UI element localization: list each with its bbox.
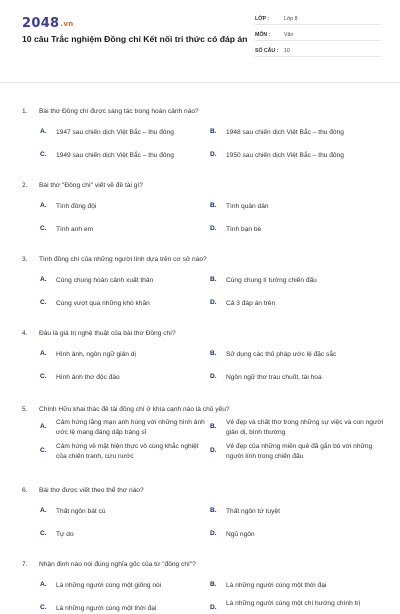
answer-letter: A.: [40, 350, 47, 357]
meta-value: Văn: [284, 32, 294, 38]
question-text: [22, 108, 199, 115]
answer-text: Tình quân dân: [226, 203, 269, 210]
question-text: [22, 487, 144, 494]
answer-letter: A.: [40, 423, 47, 430]
question-4: [0, 306, 400, 380]
question-prompt: Bài thơ được viết theo thể thơ nào?: [39, 487, 144, 494]
answer-letter: B.: [210, 423, 217, 430]
answer-text: Vẻ đẹp và chất thơ trong những sự việc và con người giản dị, bình thường: [226, 419, 384, 436]
question-6: [0, 463, 400, 537]
header-divider: [0, 82, 400, 83]
question-prompt: Bài thơ Đồng chí được sáng tác trong hoàn cảnh nào?: [39, 108, 199, 115]
answer-text: Cả 3 đáp án trên: [226, 300, 276, 307]
answer-letter: B.: [210, 128, 217, 135]
document-header: [0, 0, 400, 82]
answer-letter: A.: [40, 276, 47, 283]
question-5: [0, 380, 400, 463]
answer-text: 1948 sau chiến dịch Việt Bắc – thu đông: [226, 129, 344, 136]
answer-text: Sử dụng các thủ pháp ước lệ đặc sắc: [226, 351, 337, 358]
meta-row-class: [255, 12, 380, 25]
answer-text: 1950 sau chiến dịch Việt Bắc – thu đông: [226, 152, 344, 159]
answer-letter: B.: [210, 350, 217, 357]
answer-letter: A.: [40, 202, 47, 209]
answer-text: Cảm hứng về mặt hiện thực vô cùng khắc nghiệt của chiến tranh, cứu nước: [56, 443, 199, 460]
answer-text: Tình đồng đội: [56, 203, 97, 210]
question-1: [0, 84, 400, 158]
answer-text: Thất ngôn bát cú: [56, 508, 106, 515]
answer-letter: D.: [210, 604, 217, 611]
answer-letter: B.: [210, 276, 217, 283]
question-prompt: Tình đồng chí của những người lính dựa trên cơ sở nào?: [39, 256, 207, 263]
question-text: [22, 406, 230, 413]
answer-letter: D.: [210, 447, 217, 454]
answer-text: Cùng chung lí tưởng chiến đấu: [226, 277, 317, 284]
answer-letter: A.: [40, 128, 47, 135]
answer-text: Hình ảnh thơ độc đáo: [56, 374, 120, 381]
question-2: [0, 158, 400, 232]
logo-main: 2048: [22, 16, 60, 31]
question-list: [0, 84, 400, 611]
question-3: [0, 232, 400, 306]
answer-letter: B.: [210, 507, 217, 514]
question-number: 5.: [22, 406, 28, 413]
answer-text: Cùng chung hoàn cảnh xuất thân: [56, 277, 154, 284]
meta-label: MÔN :: [255, 32, 271, 38]
meta-info: [255, 12, 380, 60]
answer-letter: B.: [210, 581, 217, 588]
answer-text: Thất ngôn tứ tuyệt: [226, 508, 280, 515]
answer-letter: D.: [210, 151, 217, 158]
meta-label: LỚP :: [255, 16, 270, 22]
answer-letter: D.: [210, 373, 217, 380]
answer-letter: C.: [40, 447, 47, 454]
answer-letter: D.: [210, 299, 217, 306]
question-prompt: Chính Hữu khai thác đề tài đồng chí ở khía cạnh nào là chủ yếu?: [39, 406, 230, 413]
question-text: [22, 182, 143, 189]
answer-text: 1949 sau chiến dịch Việt Bắc – thu đông: [56, 152, 174, 159]
answer-text: Là những người cùng một thời đại: [56, 605, 157, 612]
answer-text: 1947 sau chiến dịch Việt Bắc – thu đông: [56, 129, 174, 136]
answer-letter: B.: [210, 202, 217, 209]
question-prompt: Bài thơ "Đồng chí" viết về đề tài gì?: [39, 182, 143, 189]
answer-letter: D.: [210, 225, 217, 232]
answer-text: Cảm hứng lãng mạn anh hùng với những hình ảnh ước lệ mang đáng dấp tráng sĩ: [56, 419, 205, 436]
question-number: 7.: [22, 561, 28, 568]
question-text: [22, 561, 196, 568]
answer-text: Tình anh em: [56, 226, 94, 233]
answer-letter: C.: [40, 604, 47, 611]
meta-label: SỐ CÂU :: [255, 48, 279, 54]
answer-text: Cùng vượt qua những khó khăn: [56, 300, 150, 307]
question-number: 3.: [22, 256, 28, 263]
logo-suffix: .vn: [60, 20, 74, 28]
answer-text: Hình ảnh, ngôn ngữ giản dị: [56, 351, 136, 358]
answer-letter: A.: [40, 581, 47, 588]
document-title: 10 câu Trắc nghiệm Đồng chí Kết nối tri thức có đáp án: [22, 34, 248, 44]
question-number: 6.: [22, 487, 28, 494]
answer-text: Là những người cùng một thời đại: [226, 582, 327, 589]
meta-row-subject: [255, 28, 380, 41]
question-text: [22, 256, 207, 263]
site-logo[interactable]: [22, 16, 74, 31]
answer-text: Vẻ đẹp của những miền quê đã gắn bó với những người lính trong chiến đấu: [226, 443, 373, 460]
question-text: [22, 330, 176, 337]
question-number: 4.: [22, 330, 28, 337]
question-number: 2.: [22, 182, 28, 189]
meta-value: 10: [284, 48, 290, 54]
answer-letter: C.: [40, 299, 47, 306]
answer-letter: C.: [40, 530, 47, 537]
question-prompt: Nhận định nào nói đúng nghĩa gốc của từ "đồng chí"?: [39, 561, 196, 568]
answer-text: Là những người cùng một giống nòi: [56, 582, 162, 589]
meta-row-count: [255, 44, 380, 57]
answer-letter: D.: [210, 530, 217, 537]
answer-text: Ngũ ngôn: [226, 531, 255, 538]
answer-letter: C.: [40, 373, 47, 380]
answer-letter: C.: [40, 151, 47, 158]
answer-letter: C.: [40, 225, 47, 232]
answer-text: Là những người cùng một chí hướng chính trị: [226, 600, 361, 607]
question-prompt: Đâu là giá trị nghệ thuật của bài thơ Đồng chí?: [39, 330, 176, 337]
question-7: [0, 537, 400, 611]
answer-letter: A.: [40, 507, 47, 514]
question-number: 1.: [22, 108, 28, 115]
answer-text: Tự do: [56, 531, 74, 538]
meta-value: Lớp 8: [284, 16, 298, 22]
answer-text: Tình bạn bè: [226, 226, 262, 233]
answer-text: Ngôn ngữ thơ trau chuốt, tài hoa: [226, 374, 322, 381]
